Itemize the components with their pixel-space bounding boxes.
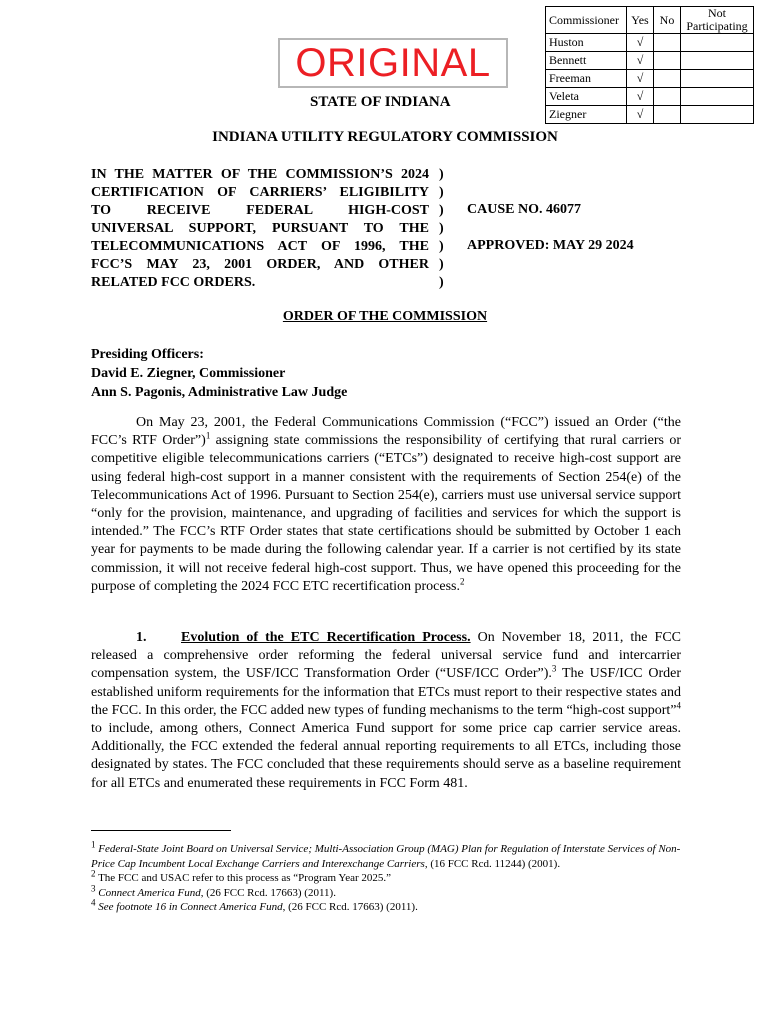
order-title: ORDER OF THE COMMISSION <box>282 309 488 324</box>
paren: ) <box>439 203 444 218</box>
footnote-divider <box>91 830 231 831</box>
yes-check: √ <box>627 52 654 70</box>
presiding-officer: Ann S. Pagonis, Administrative Law Judge <box>91 385 348 400</box>
no-cell <box>654 70 681 88</box>
vote-row <box>546 106 754 124</box>
footnote-ref[interactable]: 4 <box>676 700 681 711</box>
vote-row <box>546 88 754 106</box>
footnote-number: 3 <box>91 882 96 893</box>
para1-text-b: assigning state commissions the responsibility of certifying that rural carriers or competitive eligible telecommunications carriers (“ETCs”) designated to receive high-cost support are using federal high-cost support in a manner consistent with the requirements of Section 254(e) of the Telecommunications Act of 1996. Pursuant to Section 254(e), carriers must use universal service support “only for the provision, maintenance, and upgrading of facilities and services for which the support is intended.” The FCC’s RTF Order states that state certifications should be submitted by October 1 each year for payments to be made during the following calendar year. If a carrier is not certified by its state commission, it will not receive federal high-cost support. Thus, we have opened this proceeding for the purpose of completing the 2024 FCC ETC recertification process. <box>91 433 681 594</box>
approved-date: APPROVED: MAY 29 2024 <box>467 238 634 253</box>
yes-check: √ <box>627 106 654 124</box>
caption-line: IN THE MATTER OF THE COMMISSION’S 2024 <box>91 167 429 182</box>
yes-check: √ <box>627 70 654 88</box>
footnote-ref[interactable]: 1 <box>205 430 211 441</box>
vote-row <box>546 34 754 52</box>
vote-table-header-row <box>546 7 754 34</box>
vote-row <box>546 70 754 88</box>
cause-number: CAUSE NO. 46077 <box>467 202 581 217</box>
commissioner-name: Veleta <box>546 88 627 106</box>
presiding-label: Presiding Officers: <box>91 347 204 362</box>
header-commissioner: Commissioner <box>546 7 627 34</box>
paragraph-intro <box>91 414 681 596</box>
para2-text-b: The USF/ICC Order established uniform requirements for the information that ETCs must report to their respective states and the FCC. In this order, the FCC added new types of funding mechanisms to the term “high-cost support” <box>91 666 681 718</box>
header-no: No <box>654 7 681 34</box>
section-heading: Evolution of the ETC Recertification Process. <box>181 630 471 645</box>
caption-line: UNIVERSAL SUPPORT, PURSUANT TO THE <box>91 221 429 236</box>
no-cell <box>654 88 681 106</box>
presiding-officer: David E. Ziegner, Commissioner <box>91 366 286 381</box>
paren: ) <box>439 221 444 236</box>
caption-parentheses <box>439 166 444 292</box>
footnote-number: 2 <box>91 868 96 879</box>
footnote <box>91 882 683 901</box>
paren: ) <box>439 257 444 272</box>
para2-text-c: to include, among others, Connect America Fund support for some price cap carrier service areas. Additionally, the FCC extended the federal annual reporting requirements to all ETCs, including those designated by states. The FCC concluded that these requirements should serve as a baseline requirement for all ETCs and enumerated these requirements in FCC Form 481. <box>91 721 681 791</box>
commissioner-name: Bennett <box>546 52 627 70</box>
yes-check: √ <box>627 34 654 52</box>
footnote-text: , (16 FCC Rcd. 11244) (2001). <box>424 857 561 870</box>
no-cell <box>654 106 681 124</box>
paren: ) <box>439 185 444 200</box>
commissioner-name: Huston <box>546 34 627 52</box>
case-caption <box>91 166 429 292</box>
state-heading: STATE OF INDIANA <box>310 94 451 110</box>
commissioner-name: Freeman <box>546 70 627 88</box>
footnote-italic: See footnote 16 in Connect America Fund <box>98 901 283 913</box>
commissioner-name: Ziegner <box>546 106 627 124</box>
paren: ) <box>439 239 444 254</box>
caption-line: TO RECEIVE FEDERAL HIGH-COST <box>91 203 429 218</box>
commissioner-vote-table <box>545 6 754 124</box>
no-cell <box>654 52 681 70</box>
footnote-number: 4 <box>91 897 96 908</box>
no-cell <box>654 34 681 52</box>
footnote-ref[interactable]: 3 <box>551 663 557 674</box>
vote-row <box>546 52 754 70</box>
caption-line: CERTIFICATION OF CARRIERS’ ELIGIBILITY <box>91 185 429 200</box>
yes-check: √ <box>627 88 654 106</box>
np-cell <box>681 88 754 106</box>
np-cell <box>681 52 754 70</box>
header-yes: Yes <box>627 7 654 34</box>
footnotes <box>91 839 683 915</box>
footnote-ref[interactable]: 2 <box>459 576 465 587</box>
caption-line: RELATED FCC ORDERS. <box>91 275 256 290</box>
footnote <box>91 868 683 886</box>
footnote-number: 1 <box>91 839 96 850</box>
paren: ) <box>439 275 444 290</box>
footnote-italic: Connect America Fund <box>98 886 201 899</box>
footnote <box>91 839 683 871</box>
np-cell <box>681 70 754 88</box>
caption-line: TELECOMMUNICATIONS ACT OF 1996, THE <box>91 239 429 254</box>
caption-line: FCC’S MAY 23, 2001 ORDER, AND OTHER <box>91 257 429 272</box>
footnote-text: The FCC and USAC refer to this process as “Program Year 2025.” <box>98 872 392 884</box>
presiding-officers <box>91 345 347 402</box>
commission-heading: INDIANA UTILITY REGULATORY COMMISSION <box>212 129 558 145</box>
np-cell <box>681 106 754 124</box>
np-cell <box>681 34 754 52</box>
header-not-participating: Not Participating <box>681 7 754 34</box>
paragraph-number: 1. <box>136 630 147 645</box>
para1-text-a: On May 23, 2001, the Federal Communications Commission (“FCC”) issued an Order (“the FCC’s RTF Order”) <box>91 415 681 449</box>
footnote <box>91 897 683 915</box>
paren: ) <box>439 167 444 182</box>
original-stamp: ORIGINAL <box>278 38 508 88</box>
footnote-italic: Federal-State Joint Board on Universal Service; Multi-Association Group (MAG) Plan for Regulation of Interstate Services of Non-Price Cap Incumbent Local Exchange Carriers and Interexchange Carriers <box>91 843 681 870</box>
para2-text-a: On November 18, 2011, the FCC released a comprehensive order reforming the federal universal service fund and intercarrier compensation system, the USF/ICC Transformation Order (“USF/ICC Order”). <box>91 630 682 682</box>
paragraph-evolution <box>91 629 681 793</box>
footnote-text: , (26 FCC Rcd. 17663) (2011). <box>200 886 336 899</box>
footnote-text: , (26 FCC Rcd. 17663) (2011). <box>282 901 418 913</box>
